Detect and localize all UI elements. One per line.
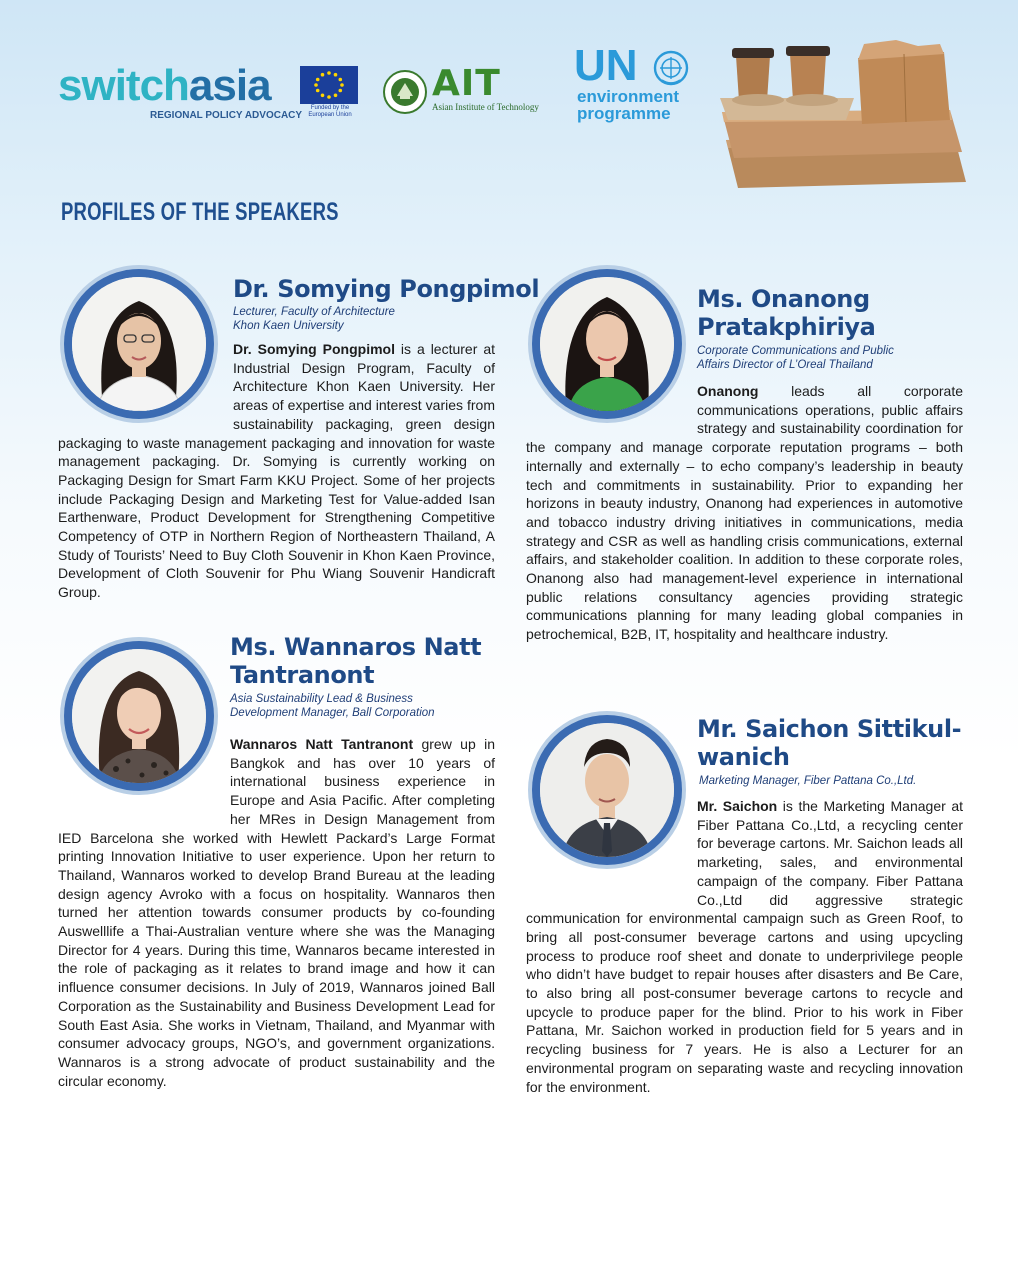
- bio-lead: Dr. Somying Pongpimol: [233, 341, 395, 357]
- speaker-name-line1: Ms. Onanong: [697, 285, 870, 313]
- un-subtitle-line2: programme: [577, 103, 671, 123]
- bio-text: is a lecturer at Industrial Design Program, Faculty of Architecture Khon Kaen University. Her areas of expertise and interest varies from sustainability packaging, green design packaging to waste management packaging and innovation for waste management packaging. Dr. Somying is currently working on Packaging Design for Smart Farm KKU Project. Some of her projects include Packaging Design and Marketing Test for Value-added Isan Earthenware, Product Development for Strengthening Competitive Competency of OTP in Northern Region of Northeastern Thailand, A Study of Tourists’ Need to Buy Cloth Souvenir in Khon Kaen Province, Development of Cloth Souvenir for Phu Wiang Souvenir Handicraft Group.: [58, 341, 495, 601]
- bio-text: grew up in Bangkok and has over 10 years of international business experience in Europe and Asia Pacific. After completing her MRes in Design Management from IED Barcelona she worked with Hewlett Packard’s Large Format printing Innovation Initiative to user experience. Upon her return to Thailand, Wannaros worked to develop Brand Bureau at the leading design agency Avroko with a focus on hospitality. Wannaros then turned her attention towards consumer products by co-founding Auswelllife a Thai-Australian venture where she was the Managing Director for 4 years. During this time, Wannaros became interested in the role of packaging as it relates to brand image and how it can influence consumer decisions. In July of 2019, Wannaros joined Ball Corporation as the Sustainability and Business Development Lead for South East Asia. She works in Vietnam, Thailand, and Myanmar with consumer advocacy groups, NGO’s, and government organizations. Wannaros is a strong advocate of product sustainability and the circular economy.: [58, 736, 495, 1089]
- speaker-role-line1: Asia Sustainability Lead & Business: [230, 693, 413, 705]
- speaker-role-line2: Khon Kaen University: [233, 320, 344, 332]
- speaker-name-line2: wanich: [697, 743, 790, 771]
- un-subtitle-line1: environment: [577, 87, 680, 106]
- speaker-name-onanong: [697, 285, 875, 341]
- packaging-illustration: [718, 40, 970, 192]
- switchasia-logo-part2: asia: [188, 61, 271, 110]
- ait-full-name: Asian Institute of Technology: [432, 102, 539, 112]
- bio-text: leads all corporate communications operations, public affairs strategy and sustainability coordination for the company and manage corporate reputation programs – both internally and externally – to echo company’s leadership in beauty tech and commitments in sustainability. Prior to expanding her horizons in beauty industry, Onanong had experiences in automotive and tobacco industry driving initiatives in communications, media strategy and CSR as well as handling crisis communications, external affairs, and stakeholder coalition. In addition to these corporate roles, Onanong also had management-level experience in international public relations consultancy agencies providing strategic communications planning for many leading global companies in petrochemical, B2B, IT, hospitality and healthcare industry.: [526, 383, 963, 643]
- bio-lead: Onanong: [697, 383, 759, 399]
- page-title: PROFILES OF THE SPEAKERS: [61, 198, 339, 226]
- speaker-bio-wannaros: [58, 735, 495, 1090]
- eu-caption: Funded by the European Union: [308, 105, 352, 118]
- speaker-role-line1: Lecturer, Faculty of Architecture: [233, 306, 395, 318]
- ait-logo-text: AIT: [432, 63, 501, 104]
- speaker-bio-saichon: [526, 797, 963, 1096]
- ait-seal-icon: [383, 70, 427, 114]
- speaker-role-line2: Development Manager, Ball Corporation: [230, 707, 435, 719]
- speaker-name-wannaros: [230, 633, 481, 689]
- un-emblem-icon: [653, 50, 689, 86]
- speaker-name-line2: Tantranont: [230, 661, 375, 689]
- eu-flag-icon: [300, 66, 358, 104]
- switchasia-logo-part1: switch: [58, 61, 189, 110]
- un-subtitle: [577, 89, 679, 122]
- speaker-role-saichon: Marketing Manager, Fiber Pattana Co.,Ltd.: [699, 775, 917, 787]
- bio-text: is the Marketing Manager at Fiber Pattana Co.,Ltd, a recycling center for beverage cartons. Mr. Saichon leads all marketing, sales, and environmental campaign of the company. Fiber Pattana Co.,Ltd did aggressive strategic communication for environmental campaign such as Green Roof, to bring all post-consumer beverage cartons and using upcycling process to produce roof sheet and donate to underprivilege people who didn’t have budget to repair houses after disasters and Be Care, to also bring all post-consumer beverage cartons to recycle and upcycle to produce paper for the blind. Prior to his work in Fiber Pattana, Mr. Saichon worked in production field for 5 years and in recycling business for 7 years. He is also a Lecturer for an environmental program on separating waste and recycling innovation for the environment.: [526, 798, 964, 1095]
- speaker-name-saichon: [697, 715, 961, 771]
- speaker-role-line1: Corporate Communications and Public: [697, 345, 894, 357]
- un-logo-text: UN: [574, 41, 638, 90]
- bio-lead: Mr. Saichon: [697, 798, 778, 814]
- speaker-bio-somying: [58, 340, 495, 602]
- speaker-name-line1: Mr. Saichon Sittikul-: [697, 715, 962, 743]
- switchasia-logo: [58, 61, 271, 110]
- speaker-role-onanong: [697, 344, 894, 372]
- switchasia-tagline: REGIONAL POLICY ADVOCACY: [150, 110, 303, 121]
- speaker-role-somying: [233, 305, 395, 333]
- speaker-bio-onanong: [526, 382, 963, 644]
- speaker-role-wannaros: [230, 692, 435, 720]
- speaker-name-line1: Ms. Wannaros Natt: [230, 633, 482, 661]
- speaker-name-somying: Dr. Somying Pongpimol: [233, 275, 540, 303]
- speaker-role-line2: Affairs Director of L’Oreal Thailand: [697, 359, 873, 371]
- bio-lead: Wannaros Natt Tantranont: [230, 736, 414, 752]
- speaker-name-line2: Pratakphiriya: [697, 313, 876, 341]
